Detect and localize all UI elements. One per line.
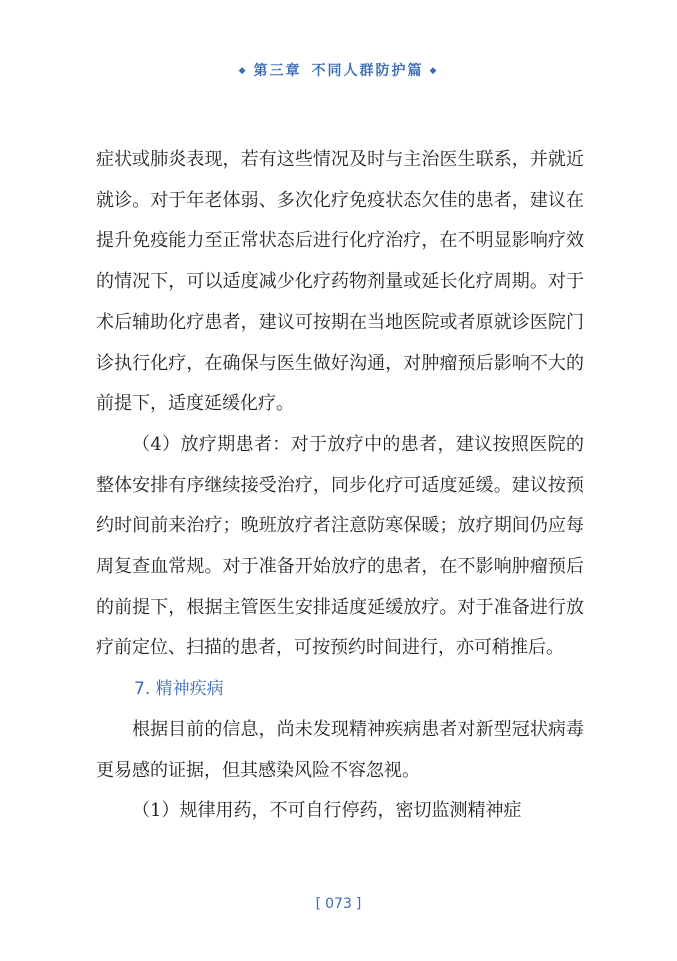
paragraph-continuation: 症状或肺炎表现，若有这些情况及时与主治医生联系，并就近就诊。对于年老体弱、多次化疗免疫状态欠佳的患者，建议在提升免疫能力至正常状态后进行化疗治疗，在不明显影响疗效的情况下，可以适度减少化疗药物剂量或延长化疗周期。对于术后辅助化疗患者，建议可按期在当地医院或者原就诊医院门诊执行化疗，在确保与医生做好沟通，对肿瘤预后影响不大的前提下，适度延缓化疗。 — [96, 149, 584, 415]
paragraph-mental-illness-intro: 根据目前的信息，尚未发现精神疾病患者对新型冠状病毒更易感的证据，但其感染风险不容忽视。 — [96, 718, 584, 781]
chapter-label: 第三章 — [253, 63, 302, 79]
chapter-title: 不同人群防护篇 — [311, 63, 424, 79]
paragraph-radiotherapy: （4）放疗期患者：对于放疗中的患者，建议按照医院的整体安排有序继续接受治疗，同步化疗可适度延缓。建议按预约时间前来治疗；晚班放疗者注意防寒保暖；放疗期间仍应每周复查血常规。对于准备开始放疗的患者，在不影响肿瘤预后的前提下，根据主管医生安排适度延缓放疗。对于准备进行放疗前定位、扫描的患者，可按预约时间进行，亦可稍推后。 — [96, 433, 584, 659]
page-number — [0, 896, 677, 912]
section-heading-mental-illness: 7. 精神疾病 — [134, 679, 224, 700]
page-number-value: 073 — [325, 896, 352, 912]
diamond-ornament-icon: ◆ — [429, 66, 439, 76]
running-header — [0, 60, 677, 80]
diamond-ornament-icon: ◆ — [238, 66, 248, 76]
page-number-close-bracket: ] — [355, 896, 362, 912]
page-number-open-bracket: [ — [315, 896, 322, 912]
body-text — [96, 140, 584, 832]
paragraph-medication: （1）规律用药，不可自行停药，密切监测精神症 — [132, 800, 522, 822]
